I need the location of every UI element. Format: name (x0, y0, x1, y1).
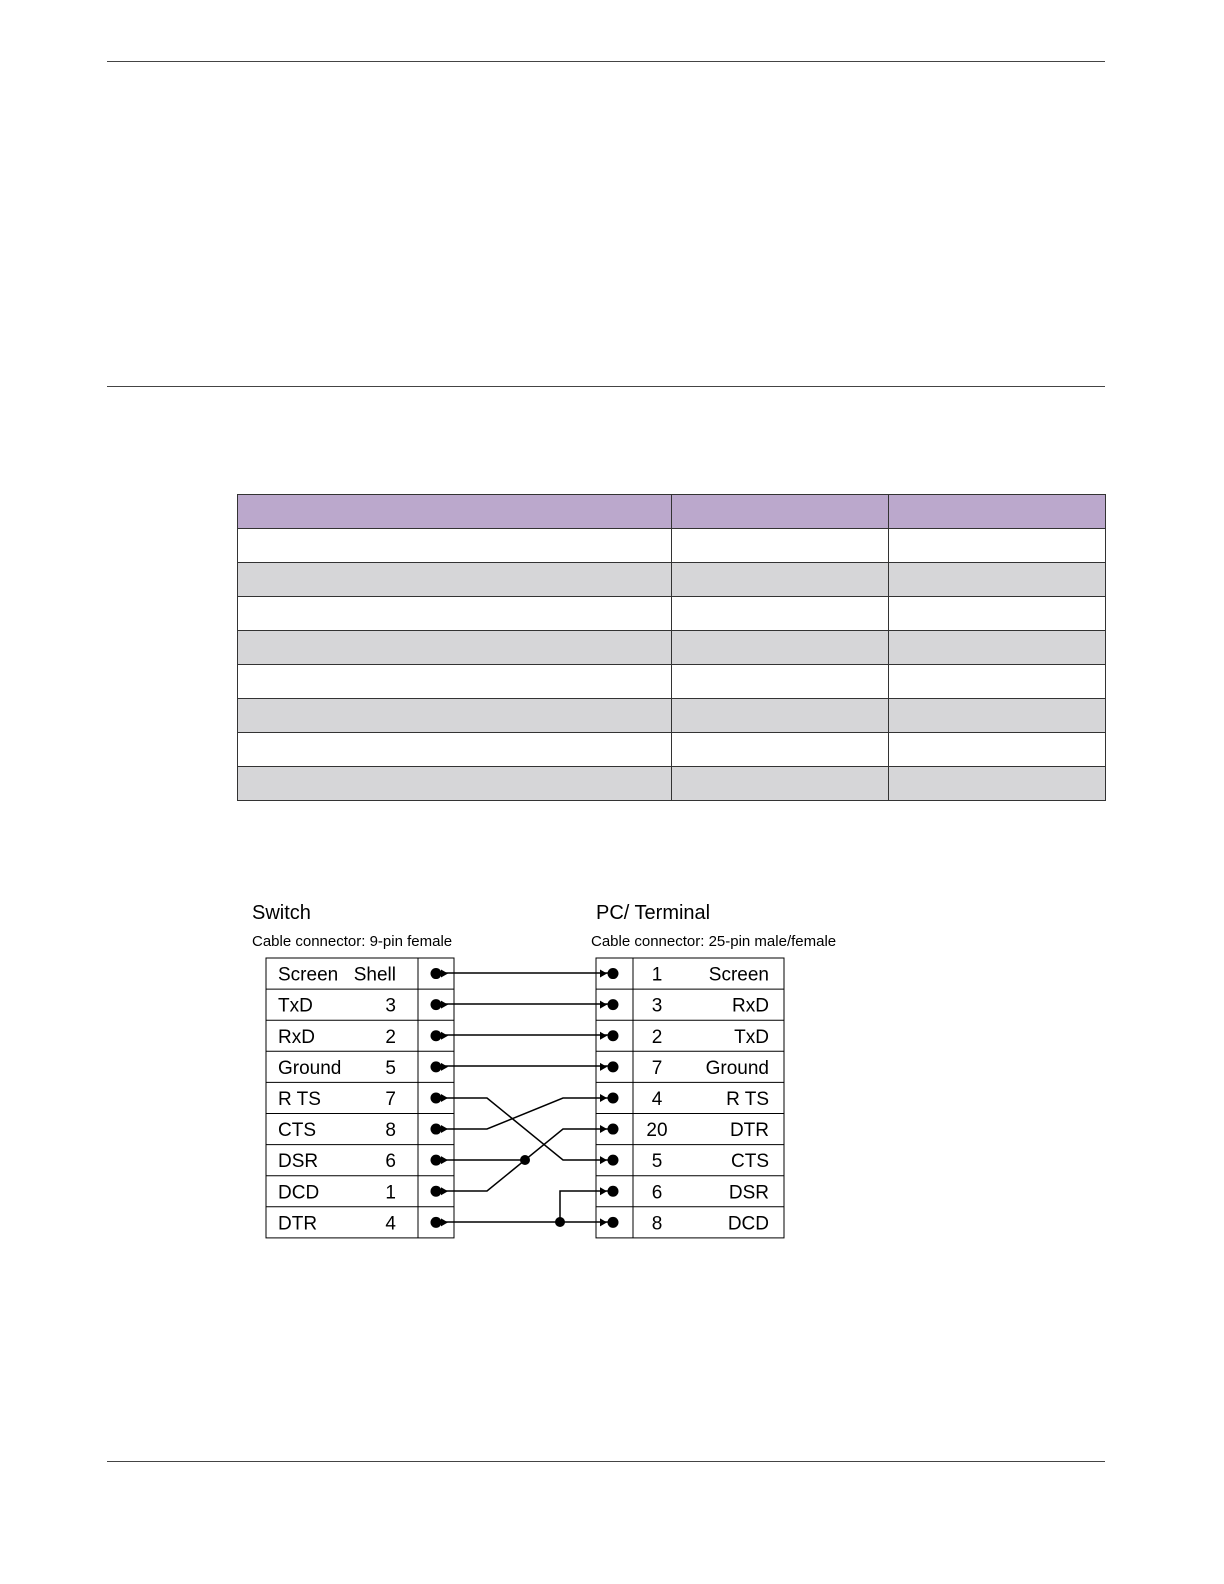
terminal-connector-label: Cable connector: 25-pin male/female (591, 933, 837, 950)
terminal-pin-number: 4 (651, 1088, 663, 1110)
pin-dot (608, 1061, 619, 1072)
terminal-pin-number: 20 (646, 1120, 668, 1142)
switch-signal-label: DTR (278, 1213, 318, 1235)
wires (436, 973, 613, 1222)
switch-connector-label: Cable connector: 9-pin female (252, 933, 453, 950)
switch-signal-label: Screen (278, 964, 339, 986)
terminal-title: PC/ Terminal (596, 902, 711, 924)
switch-pin-number: 2 (385, 1026, 396, 1048)
terminal-signal-label: RxD (732, 995, 769, 1017)
terminal-pin-number: 2 (651, 1026, 663, 1048)
pin-dot (431, 1061, 442, 1072)
junction-dot (555, 1217, 565, 1227)
switch-title: Switch (252, 902, 311, 924)
terminal-signal-label: Ground (705, 1057, 769, 1079)
switch-pin-number: 3 (385, 995, 396, 1017)
switch-signal-label: R TS (278, 1088, 321, 1110)
pin-arrow (441, 1063, 448, 1071)
terminal-connector-block (596, 958, 784, 1238)
terminal-signal-label: DTR (729, 1120, 769, 1142)
switch-connector-block (266, 958, 454, 1238)
terminal-signal-label: Screen (708, 964, 769, 986)
switch-signal-label: CTS (278, 1120, 316, 1142)
wire-cts-rts (436, 1098, 613, 1129)
switch-pin-number: 8 (385, 1120, 396, 1142)
switch-signal-label: Ground (278, 1057, 342, 1079)
terminal-signal-label: CTS (731, 1151, 769, 1173)
junction-dot (520, 1155, 530, 1165)
switch-pin-number: Shell (353, 964, 396, 986)
terminal-signal-label: DCD (727, 1213, 769, 1235)
terminal-pin-number: 5 (651, 1151, 663, 1173)
switch-pin-number: 7 (385, 1088, 396, 1110)
terminal-signal-label: DSR (728, 1182, 769, 1204)
switch-signal-label: DSR (278, 1151, 319, 1173)
terminal-signal-label: TxD (734, 1026, 769, 1048)
terminal-pin-number: 8 (651, 1213, 663, 1235)
terminal-pin-number: 1 (651, 964, 663, 986)
switch-pin-number: 6 (385, 1151, 396, 1173)
switch-signal-label: RxD (278, 1026, 315, 1048)
terminal-pin-number: 7 (651, 1057, 663, 1079)
switch-pin-number: 5 (385, 1057, 396, 1079)
switch-pin-number: 1 (385, 1182, 396, 1204)
switch-pin-number: 4 (385, 1213, 396, 1235)
terminal-signal-label: R TS (726, 1088, 769, 1110)
switch-signal-label: DCD (278, 1182, 320, 1204)
wire-junctions (520, 1155, 565, 1227)
terminal-pin-number: 3 (651, 995, 663, 1017)
switch-signal-label: TxD (278, 995, 313, 1017)
terminal-pin-number: 6 (651, 1182, 663, 1204)
pin-arrow (600, 1063, 607, 1071)
